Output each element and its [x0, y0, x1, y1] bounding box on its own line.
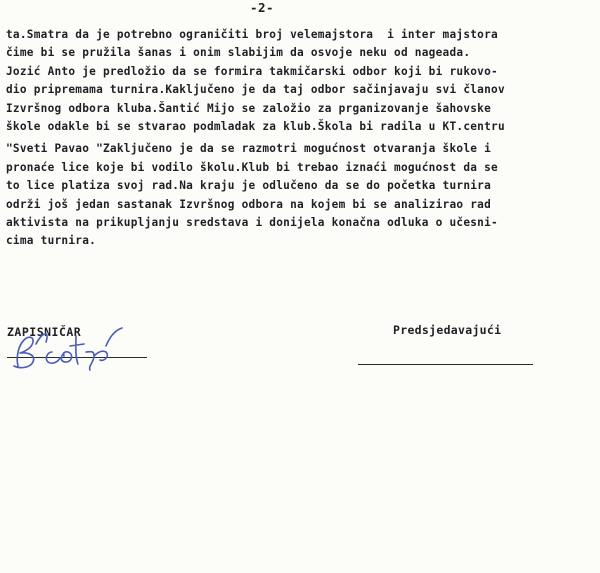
- handwritten-signature: [6, 322, 136, 374]
- text-line: "Sveti Pavao "Zaključeno je da se razmotri mogućnost otvaranja škole i: [6, 142, 492, 156]
- text-line: Jozić Anto je predložio da se formira takmičarski odbor koji bi rukovo-: [6, 64, 498, 78]
- text-line: pronaće lice koje bi vodilo školu.Klub bi trebao iznaći mogućnost da se: [6, 160, 498, 174]
- chair-label: Predsjedavajući: [393, 323, 502, 337]
- body-text: [6, 26, 600, 251]
- chair-signature-line: [358, 364, 533, 365]
- text-line: cima turnira.: [6, 234, 97, 248]
- text-line: to lice platiza svoj rad.Na kraju je odlučeno da se do početka turnira: [6, 179, 492, 193]
- text-line: škole odakle bi se stvarao podmladak za klub.Škola bi radila u KT.centru: [6, 119, 505, 133]
- recorder-label: ZAPISNIČAR: [7, 325, 82, 339]
- text-line: održi još jedan sastanak Izvršnog odbora na kojem bi se analizirao rad: [6, 197, 492, 211]
- text-line: ta.Smatra da je potrebno ograničiti broj velemajstora i inter majstora: [6, 28, 498, 41]
- text-line: čime bi se pružila šanas i onim slabijim da osvoje neku od nageada.: [6, 46, 471, 60]
- page-number: -2-: [250, 0, 275, 15]
- text-line: Izvršnog odbora kluba.Šantić Mijo se založio za prganizovanje šahovske: [6, 101, 492, 115]
- text-line: dio pripremama turnira.Kaključeno je da taj odbor sačinjavaju svi članov: [6, 83, 505, 97]
- text-line: aktivista na prikupljanju sredstava i donijela konačna odluka o učesni-: [6, 215, 498, 229]
